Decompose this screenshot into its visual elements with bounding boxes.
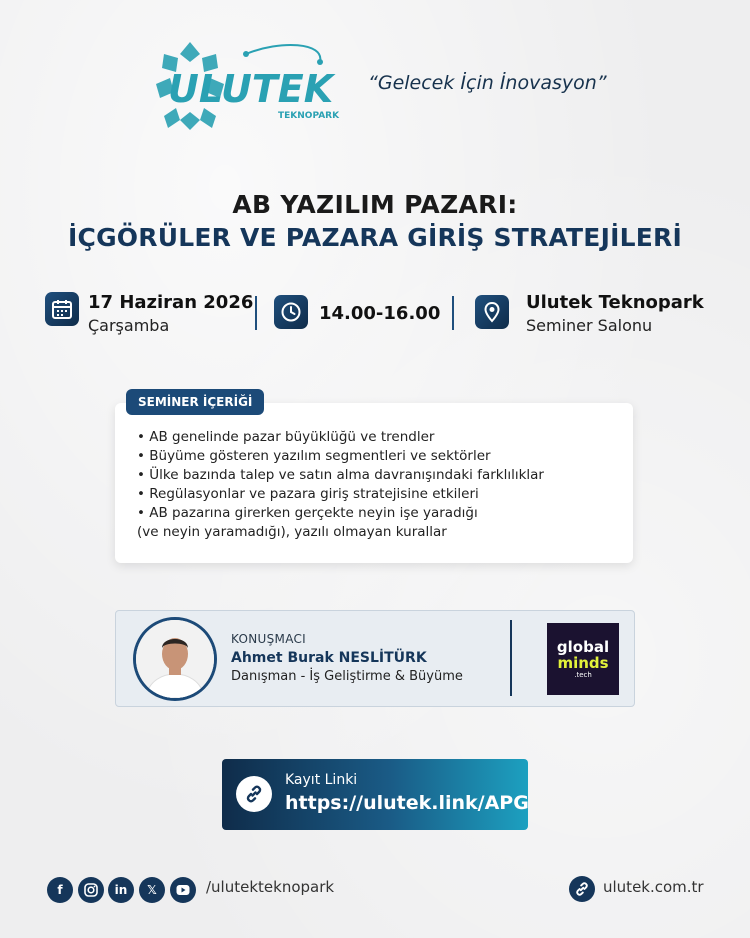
partner-word-3: .tech <box>574 670 592 679</box>
seminar-title <box>0 190 750 252</box>
slogan: “Gelecek İçin İnovasyon” <box>368 72 607 94</box>
title-line-1: AB YAZILIM PAZARI: <box>232 190 518 219</box>
linkedin-icon[interactable]: in <box>108 877 134 903</box>
info-separator <box>452 296 454 330</box>
calendar-icon <box>45 292 79 326</box>
title-line-2: İÇGÖRÜLER VE PAZARA GİRİŞ STRATEJİLERİ <box>68 223 682 252</box>
registration-url[interactable]: https://ulutek.link/APG <box>285 792 529 814</box>
partner-word-1: global <box>556 637 610 656</box>
info-separator <box>255 296 257 330</box>
link-icon <box>569 876 595 902</box>
list-item: • Regülasyonlar ve pazara giriş stratejisine etkileri <box>137 486 479 502</box>
date-block <box>88 292 253 335</box>
logo-sub: TEKNOPARK <box>278 111 340 121</box>
speaker-separator <box>510 620 512 696</box>
venue-block <box>526 292 704 335</box>
location-pin-icon <box>475 295 509 329</box>
facebook-icon[interactable]: f <box>47 877 73 903</box>
clock-icon <box>274 295 308 329</box>
registration-label: Kayıt Linki <box>285 772 358 788</box>
list-item: • Ülke bazında talep ve satın alma davranışındaki farklılıklar <box>137 467 544 483</box>
speaker-avatar <box>133 617 217 701</box>
venue-text: Ulutek Teknopark <box>526 292 704 313</box>
logo-word: ULUTEK <box>168 67 334 111</box>
list-item: • AB genelinde pazar büyüklüğü ve trendler <box>137 429 435 445</box>
speaker-name: Ahmet Burak NESLİTÜRK <box>231 650 427 666</box>
speaker-role: Danışman - İş Geliştirme & Büyüme <box>231 669 463 684</box>
date-text: 17 Haziran 2026 <box>88 292 254 313</box>
website-link[interactable]: ulutek.com.tr <box>603 878 704 896</box>
global-minds-logo <box>547 623 619 695</box>
list-item: • Büyüme gösteren yazılım segmentleri ve sektörler <box>137 448 491 464</box>
speaker-label: KONUŞMACI <box>231 632 307 646</box>
social-handle[interactable]: /ulutekteknopark <box>206 878 335 896</box>
instagram-icon[interactable] <box>78 877 104 903</box>
ulutek-logo <box>150 38 350 134</box>
list-item: (ve neyin yaramadığı), yazılı olmayan kurallar <box>137 524 447 540</box>
youtube-icon[interactable] <box>170 877 196 903</box>
time-text: 14.00-16.00 <box>319 303 441 324</box>
link-icon <box>236 776 272 812</box>
day-text: Çarşamba <box>88 316 170 335</box>
room-text: Seminer Salonu <box>526 316 653 335</box>
seminar-content-tag: SEMİNER İÇERİĞİ <box>126 389 264 415</box>
x-icon[interactable]: 𝕏 <box>139 877 165 903</box>
content-list <box>137 428 627 542</box>
list-item: • AB pazarına girerken gerçekte neyin işe yaradığı <box>137 505 478 521</box>
partner-word-2: minds <box>557 653 609 672</box>
